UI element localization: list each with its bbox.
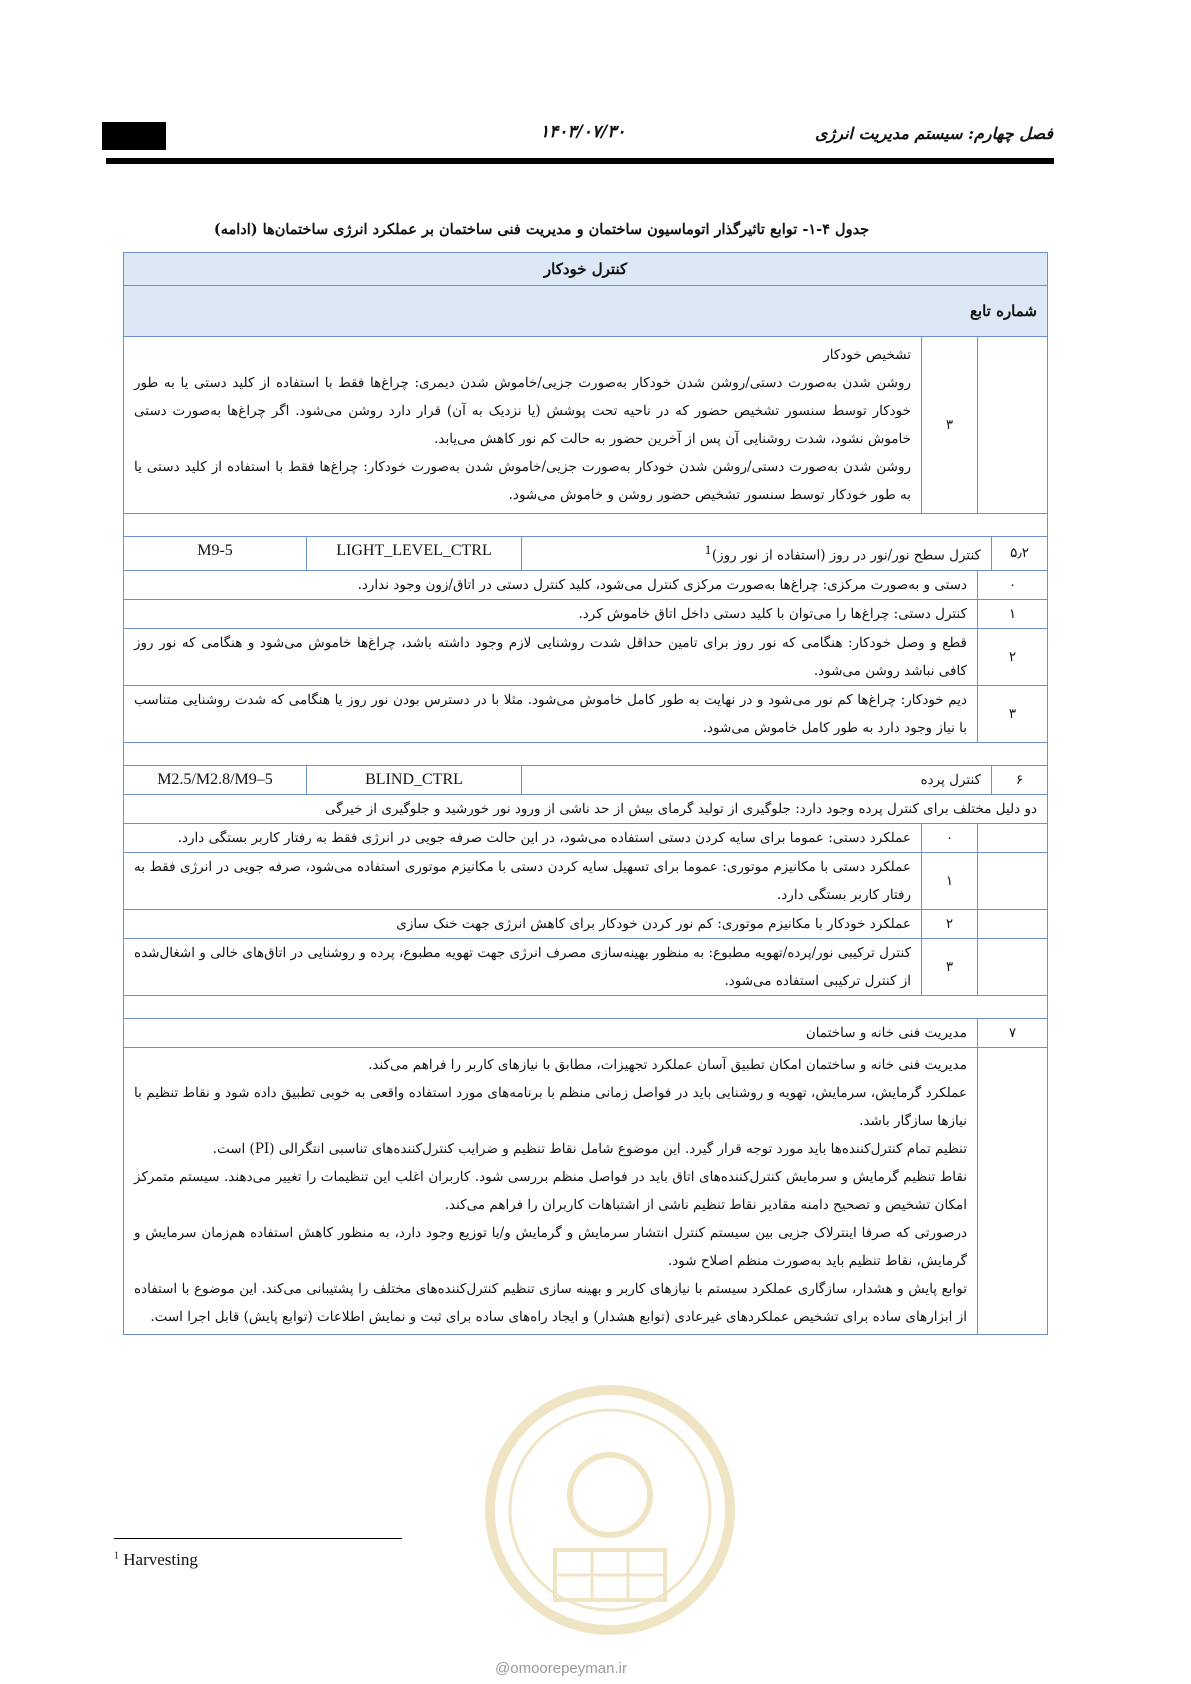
occupancy-line: روشن شدن به‌صورت دستی/روشن شدن خودکار به‌صورت جزیی/خاموش شدن دیمری: چراغ‌ها فقط با استفاده از کلید دستی یا به طور خودکار توسط سنسور تشخیص حضور که در ناحیه تحت پوشش (یا نزدیک به آن) قرار دارد روشن می‌شود. اگر چراغ‌ها به‌صورت دستی خاموش نشود، شدت روشنایی آن پس از آخرین حضور به حالت کم نور کاهش می‌یابد. — [134, 375, 911, 447]
tbm-paragraph: نقاط تنظیم گرمایش و سرمایش کنترل‌کننده‌های اتاق باید در فواصل منظم بررسی شود. کاربران اغلب این تنظیمات را تغییر می‌دهند. سیستم متمرکز امکان تشخیص و تصحیح دامنه مقادیر نقاط تنظیم ناشی از اشتباهات کاربران را فراهم می‌کند. — [134, 1168, 967, 1213]
occupancy-line: روشن شدن به‌صورت دستی/روشن شدن خودکار به‌صورت جزیی/خاموش شدن به‌صورت خودکار: چراغ‌ها فقط با استفاده از کلید دستی یا به طور خودکار توسط سنسور تشخیص حضور روشن و خاموش می‌شود. — [134, 459, 911, 503]
daylight-title-text: کنترل سطح نور/نور در روز (استفاده از نور روز) — [711, 547, 981, 564]
daylight-module: M9-5 — [197, 542, 233, 559]
blind-level-num: ۱ — [921, 853, 977, 909]
daylight-header-row — [124, 536, 1047, 570]
table-caption: جدول ۴-۱- توابع تاثیرگذار اتوماسیون ساختمان و مدیریت فنی ساختمان بر عملکرد انرژی ساختمان‌ها (ادامه) — [213, 221, 870, 238]
daylight-level-row — [124, 685, 1047, 742]
tbm-paragraph: مدیریت فنی خانه و ساختمان امکان تطبیق آسان عملکرد تجهیزات، مطابق با نیازهای کاربر را فراهم می‌کند. — [368, 1056, 967, 1073]
header-rule — [106, 158, 1054, 164]
tbm-empty — [977, 1048, 1047, 1334]
blind-intro-row — [124, 794, 1047, 823]
occupancy-level: ۳ — [921, 337, 977, 513]
daylight-level-num: ۲ — [977, 629, 1047, 685]
tbm-paragraph: توابع پایش و هشدار، سازگاری عملکرد سیستم با نیازهای کاربر و بهینه سازی تنظیم کنترل‌کننده‌های مختلف را پشتیبانی می‌کند. این موضوع با استفاده از ابزارهای ساده برای تشخیص عملکردهای غیرعادی (توابع هشدار) و ایجاد راه‌های ساده برای ثبت و نمایش اطلاعات (توابع پایش) قابل اجرا است. — [134, 1280, 967, 1325]
blind-level-num: ۳ — [921, 939, 977, 995]
tbm-body-row — [124, 1047, 1047, 1334]
header-black-block — [102, 122, 166, 150]
spacer-row — [124, 513, 1047, 536]
footnote-mark: 1 — [114, 1550, 119, 1562]
blind-func-number: ۶ — [991, 766, 1047, 794]
daylight-title — [521, 537, 991, 570]
blind-level-text: عملکرد دستی: عموما برای سایه کردن دستی استفاده می‌شود، در این حالت صرفه جویی در انرژی فقط به رفتار کاربر بستگی دارد. — [177, 829, 911, 846]
watermark-seal-icon — [465, 1375, 755, 1645]
daylight-level-text: کنترل دستی: چراغ‌ها را می‌توان با کلید دستی داخل اتاق خاموش کرد. — [578, 605, 967, 622]
daylight-level-text: قطع و وصل خودکار: هنگامی که نور روز برای تامین حداقل شدت روشنایی لازم وجود داشته باشد، چراغ‌ها خاموش می‌شود و هنگامی که نور روز کافی نباشد روشن می‌شود. — [134, 634, 967, 679]
footnote — [114, 1550, 198, 1570]
daylight-level-num: ۱ — [977, 600, 1047, 628]
blind-level-row — [124, 909, 1047, 938]
blind-intro: دو دلیل مختلف برای کنترل پرده وجود دارد: جلوگیری از تولید گرمای بیش از حد ناشی از ورود نور خورشید و جلوگیری از خیرگی — [324, 800, 1037, 817]
daylight-func-number: ۵٫۲ — [991, 537, 1047, 570]
daylight-level-text: دیم خودکار: چراغ‌ها کم نور می‌شود و در نهایت به طور کامل خاموش می‌شود. مثلا با در دسترس بودن نور روز یا هنگامی که شدت روشنایی متناسب با نیاز وجود دارد به طور کامل خاموش می‌شود. — [134, 691, 967, 736]
section-title: کنترل خودکار — [543, 260, 628, 278]
blind-module: M2.5/M2.8/M9–5 — [157, 770, 273, 788]
blind-level-row — [124, 852, 1047, 909]
func-number-header: شماره تابع — [969, 302, 1037, 320]
blind-empty — [977, 853, 1047, 909]
occupancy-line: تشخیص خودکار — [823, 347, 911, 363]
daylight-level-num: ۰ — [977, 571, 1047, 599]
daylight-level-row — [124, 599, 1047, 628]
tbm-paragraph: درصورتی که صرفا اینترلاک جزیی بین سیستم کنترل انتشار سرمایش و گرمایش و/یا توزیع وجود دارد، به منظور کاهش استفاده هم‌زمان سرمایش و گرمایش، نقاط تنظیم باید به‌صورت منظم اصلاح شود. — [134, 1224, 967, 1269]
occupancy-row — [124, 336, 1047, 513]
header-date: ۱۴۰۳/۰۷/۳۰ — [540, 122, 626, 142]
blind-level-row — [124, 823, 1047, 852]
daylight-level-row — [124, 570, 1047, 599]
footnote-text: Harvesting — [123, 1550, 198, 1569]
tbm-func-number: ۷ — [977, 1019, 1047, 1047]
occupancy-empty-num — [977, 337, 1047, 513]
tbm-paragraph: عملکرد گرمایش، سرمایش، تهویه و روشنایی باید در فواصل زمانی منظم با برنامه‌های مورد استفاده واقعی به خوبی تطبیق داده شود و نقاط تنظیم با نیازها سازگار باشد. — [134, 1084, 967, 1129]
blind-level-text: عملکرد دستی با مکانیزم موتوری: عموما برای تسهیل سایه کردن دستی با مکانیزم موتوری استفاده می‌شود، صرفه جویی در انرژی فقط به رفتار کاربر بستگی دارد. — [134, 858, 911, 903]
section-title-row — [124, 253, 1047, 285]
blind-header-row — [124, 765, 1047, 794]
blind-level-text: عملکرد خودکار با مکانیزم موتوری: کم نور کردن خودکار برای کاهش انرژی جهت خنک سازی — [396, 915, 911, 932]
daylight-level-row — [124, 628, 1047, 685]
functions-table — [123, 252, 1048, 1335]
daylight-level-num: ۳ — [977, 686, 1047, 742]
tbm-paragraph: تنظیم تمام کنترل‌کننده‌ها باید مورد توجه قرار گیرد. این موضوع شامل نقاط تنظیم و ضرایب کنترل‌کننده‌های تناسبی انتگرالی (PI) است. — [212, 1140, 967, 1157]
daylight-footnote-mark: 1 — [704, 544, 712, 557]
blind-level-row — [124, 938, 1047, 995]
spacer-row — [124, 742, 1047, 765]
occupancy-text — [124, 337, 921, 513]
blind-empty — [977, 910, 1047, 938]
spacer-row — [124, 995, 1047, 1018]
blind-empty — [977, 939, 1047, 995]
daylight-level-text: دستی و به‌صورت مرکزی: چراغ‌ها به‌صورت مرکزی کنترل می‌شود، کلید کنترل دستی در اتاق/زون وجود ندارد. — [357, 576, 967, 593]
blind-level-num: ۲ — [921, 910, 977, 938]
daylight-code: LIGHT_LEVEL_CTRL — [306, 537, 521, 570]
tbm-title: مدیریت فنی خانه و ساختمان — [805, 1024, 967, 1041]
tbm-body — [124, 1048, 977, 1334]
blind-title: کنترل پرده — [521, 766, 991, 794]
blind-empty — [977, 824, 1047, 852]
footnote-rule — [114, 1538, 402, 1539]
blind-level-text: کنترل ترکیبی نور/پرده/تهویه مطبوع: به منظور بهینه‌سازی مصرف انرژی جهت تهویه مطبوع، پرده و روشنایی در اتاق‌های خالی و اشغال‌شده از کنترل ترکیبی استفاده می‌شود. — [134, 944, 911, 989]
func-number-header-row — [124, 285, 1047, 336]
watermark-url: @omoorepeyman.ir — [495, 1660, 627, 1677]
blind-level-num: ۰ — [921, 824, 977, 852]
tbm-header-row — [124, 1018, 1047, 1047]
header-chapter-title: فصل چهارم: سیستم مدیریت انرژی — [815, 124, 1053, 143]
blind-code: BLIND_CTRL — [306, 766, 521, 794]
